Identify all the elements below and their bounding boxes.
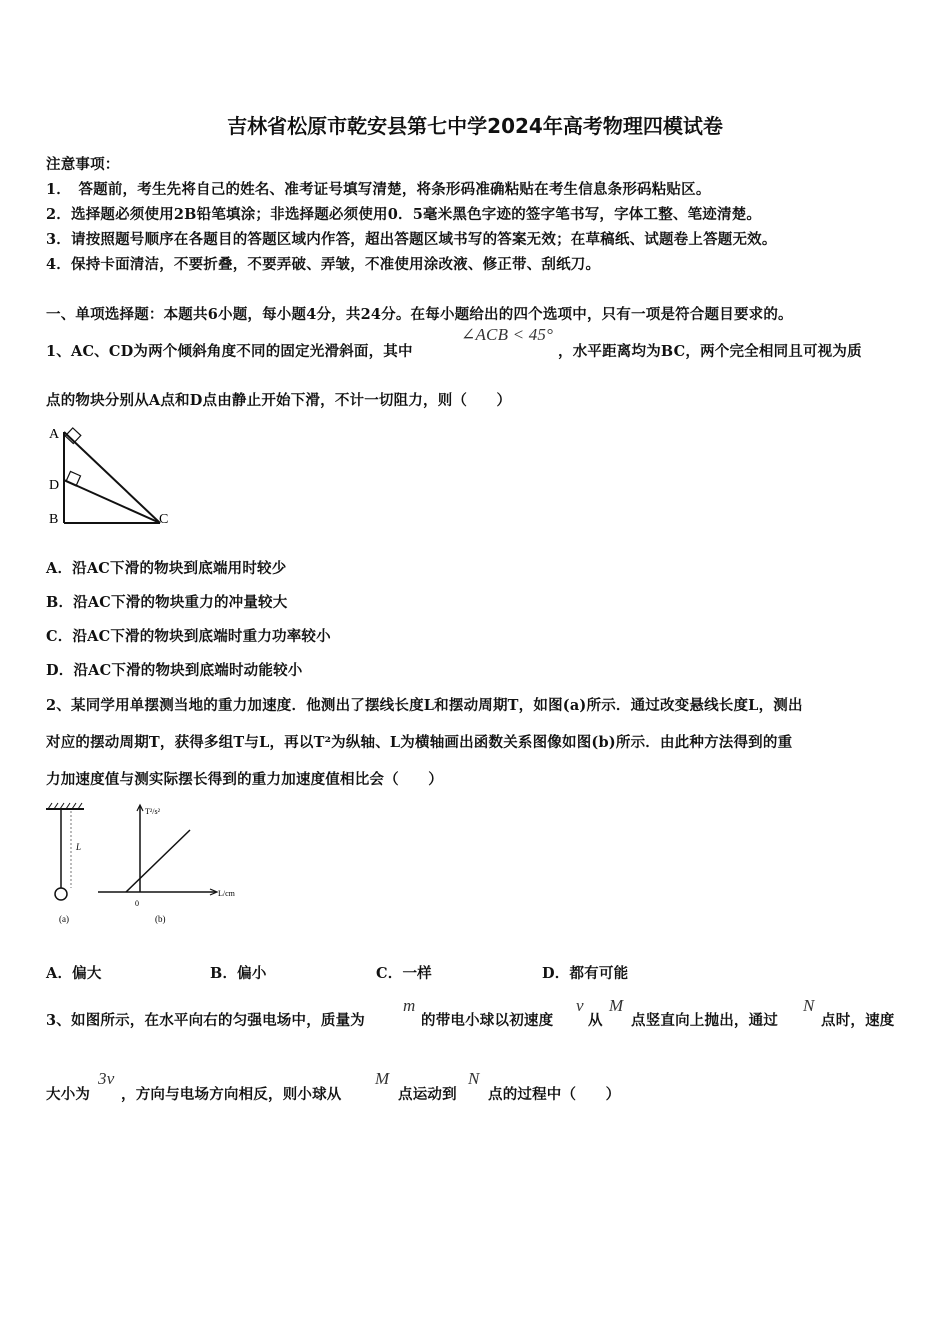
q3-var-N2: N — [468, 1069, 480, 1088]
x-axis-label: L/cm — [218, 889, 235, 898]
notice-item-4: 4．保持卡面清洁，不要折叠，不要弄破、弄皱，不准使用涂改液、修正带、刮纸刀。 — [46, 256, 601, 273]
q3-text-line1e: 点时，速度 — [821, 1012, 895, 1029]
incline-ac — [64, 432, 160, 523]
notice-heading: 注意事项： — [46, 156, 120, 173]
q2-option-a: A．偏大 — [46, 965, 102, 982]
origin-label: 0 — [135, 899, 139, 908]
q3-text-line2b: ，方向与电场方向相反，则小球从 — [121, 1086, 342, 1103]
section-heading: 一、单项选择题：本题共6小题，每小题4分，共24分。在每小题给出的四个选项中，只有一项是符合题目要求的。 — [46, 306, 793, 323]
notice-item-3: 3．请按照题号顺序在各题目的答题区域内作答，超出答题区域书写的答案无效；在草稿纸、试题卷上答题无效。 — [46, 231, 777, 248]
q2-text-line3: 力加速度值与测实际摆长得到的重力加速度值相比会（ ） — [46, 771, 443, 788]
q1-incline-figure — [40, 420, 180, 532]
label-b: B — [49, 512, 59, 527]
q3-text-line2a: 大小为 — [46, 1086, 91, 1103]
caption-a: (a) — [59, 914, 69, 924]
q3-var-v: v — [576, 996, 584, 1015]
q3-var-M: M — [609, 996, 624, 1015]
label-d: D — [49, 478, 60, 493]
q1-text-line2: 点的物块分别从A点和D点由静止开始下滑，不计一切阻力，则（ ） — [46, 392, 512, 409]
graph-line — [126, 830, 190, 892]
y-axis-label: T²/s² — [145, 807, 161, 816]
q1-option-a: A．沿AC下滑的物块到底端用时较少 — [46, 560, 287, 577]
label-c: C — [159, 512, 169, 527]
q3-var-N: N — [803, 996, 815, 1015]
notice-item-1: 1． 答题前，考生先将自己的姓名、准考证号填写清楚，将条形码准确粘贴在考生信息条形码粘贴区。 — [46, 181, 711, 198]
q3-var-M2: M — [375, 1069, 390, 1088]
notice-item-2: 2．选择题必须使用2B铅笔填涂；非选择题必须使用0．5毫米黑色字迹的签字笔书写，字体工整、笔迹清楚。 — [46, 206, 762, 223]
caption-b: (b) — [155, 914, 166, 924]
q3-text-line2c: 点运动到 — [398, 1086, 457, 1103]
q2-option-c: C．一样 — [376, 965, 432, 982]
q3-text-line1c: 从 — [588, 1012, 603, 1029]
pendulum-bob — [55, 888, 67, 900]
q1-option-b: B．沿AC下滑的物块重力的冲量较大 — [46, 594, 288, 611]
q2-text-line2: 对应的摆动周期T，获得多组T与L，再以T²为纵轴、L为横轴画出函数关系图像如图(b)所示．由此种方法得到的重 — [46, 734, 793, 751]
q3-var-m: m — [403, 996, 416, 1015]
q2-option-d: D．都有可能 — [542, 965, 629, 982]
q1-option-d: D．沿AC下滑的物块到底端时动能较小 — [46, 662, 303, 679]
pendulum-length-label: L — [76, 842, 82, 852]
q1-text-line1b: ，水平距离均为BC，两个完全相同且可视为质 — [558, 343, 862, 360]
q2-text-line1: 2、某同学用单摆测当地的重力加速度．他测出了摆线长度L和摆动周期T，如图(a)所示．通过改变悬线长度L，测出 — [46, 697, 803, 714]
q3-var-3v: 3v — [98, 1069, 115, 1088]
page-title: 吉林省松原市乾安县第七中学2024年高考物理四模试卷 — [227, 114, 723, 138]
q3-text-line1d: 点竖直向上抛出，通过 — [631, 1012, 778, 1029]
q3-text-line2d: 点的过程中（ ） — [488, 1086, 621, 1103]
label-a: A — [49, 427, 60, 442]
incline-dc — [64, 480, 160, 523]
q1-formula: ∠ACB < 45° — [461, 325, 554, 344]
q1-text-line1a: 1、AC、CD为两个倾斜角度不同的固定光滑斜面，其中 — [46, 343, 413, 360]
q2-option-b: B．偏小 — [210, 965, 267, 982]
q3-text-line1a: 3、如图所示，在水平向右的匀强电场中，质量为 — [46, 1012, 365, 1029]
q2-pendulum-figure — [40, 800, 250, 930]
q3-text-line1b: 的带电小球以初速度 — [421, 1012, 554, 1029]
q1-option-c: C．沿AC下滑的物块到底端时重力功率较小 — [46, 628, 331, 645]
